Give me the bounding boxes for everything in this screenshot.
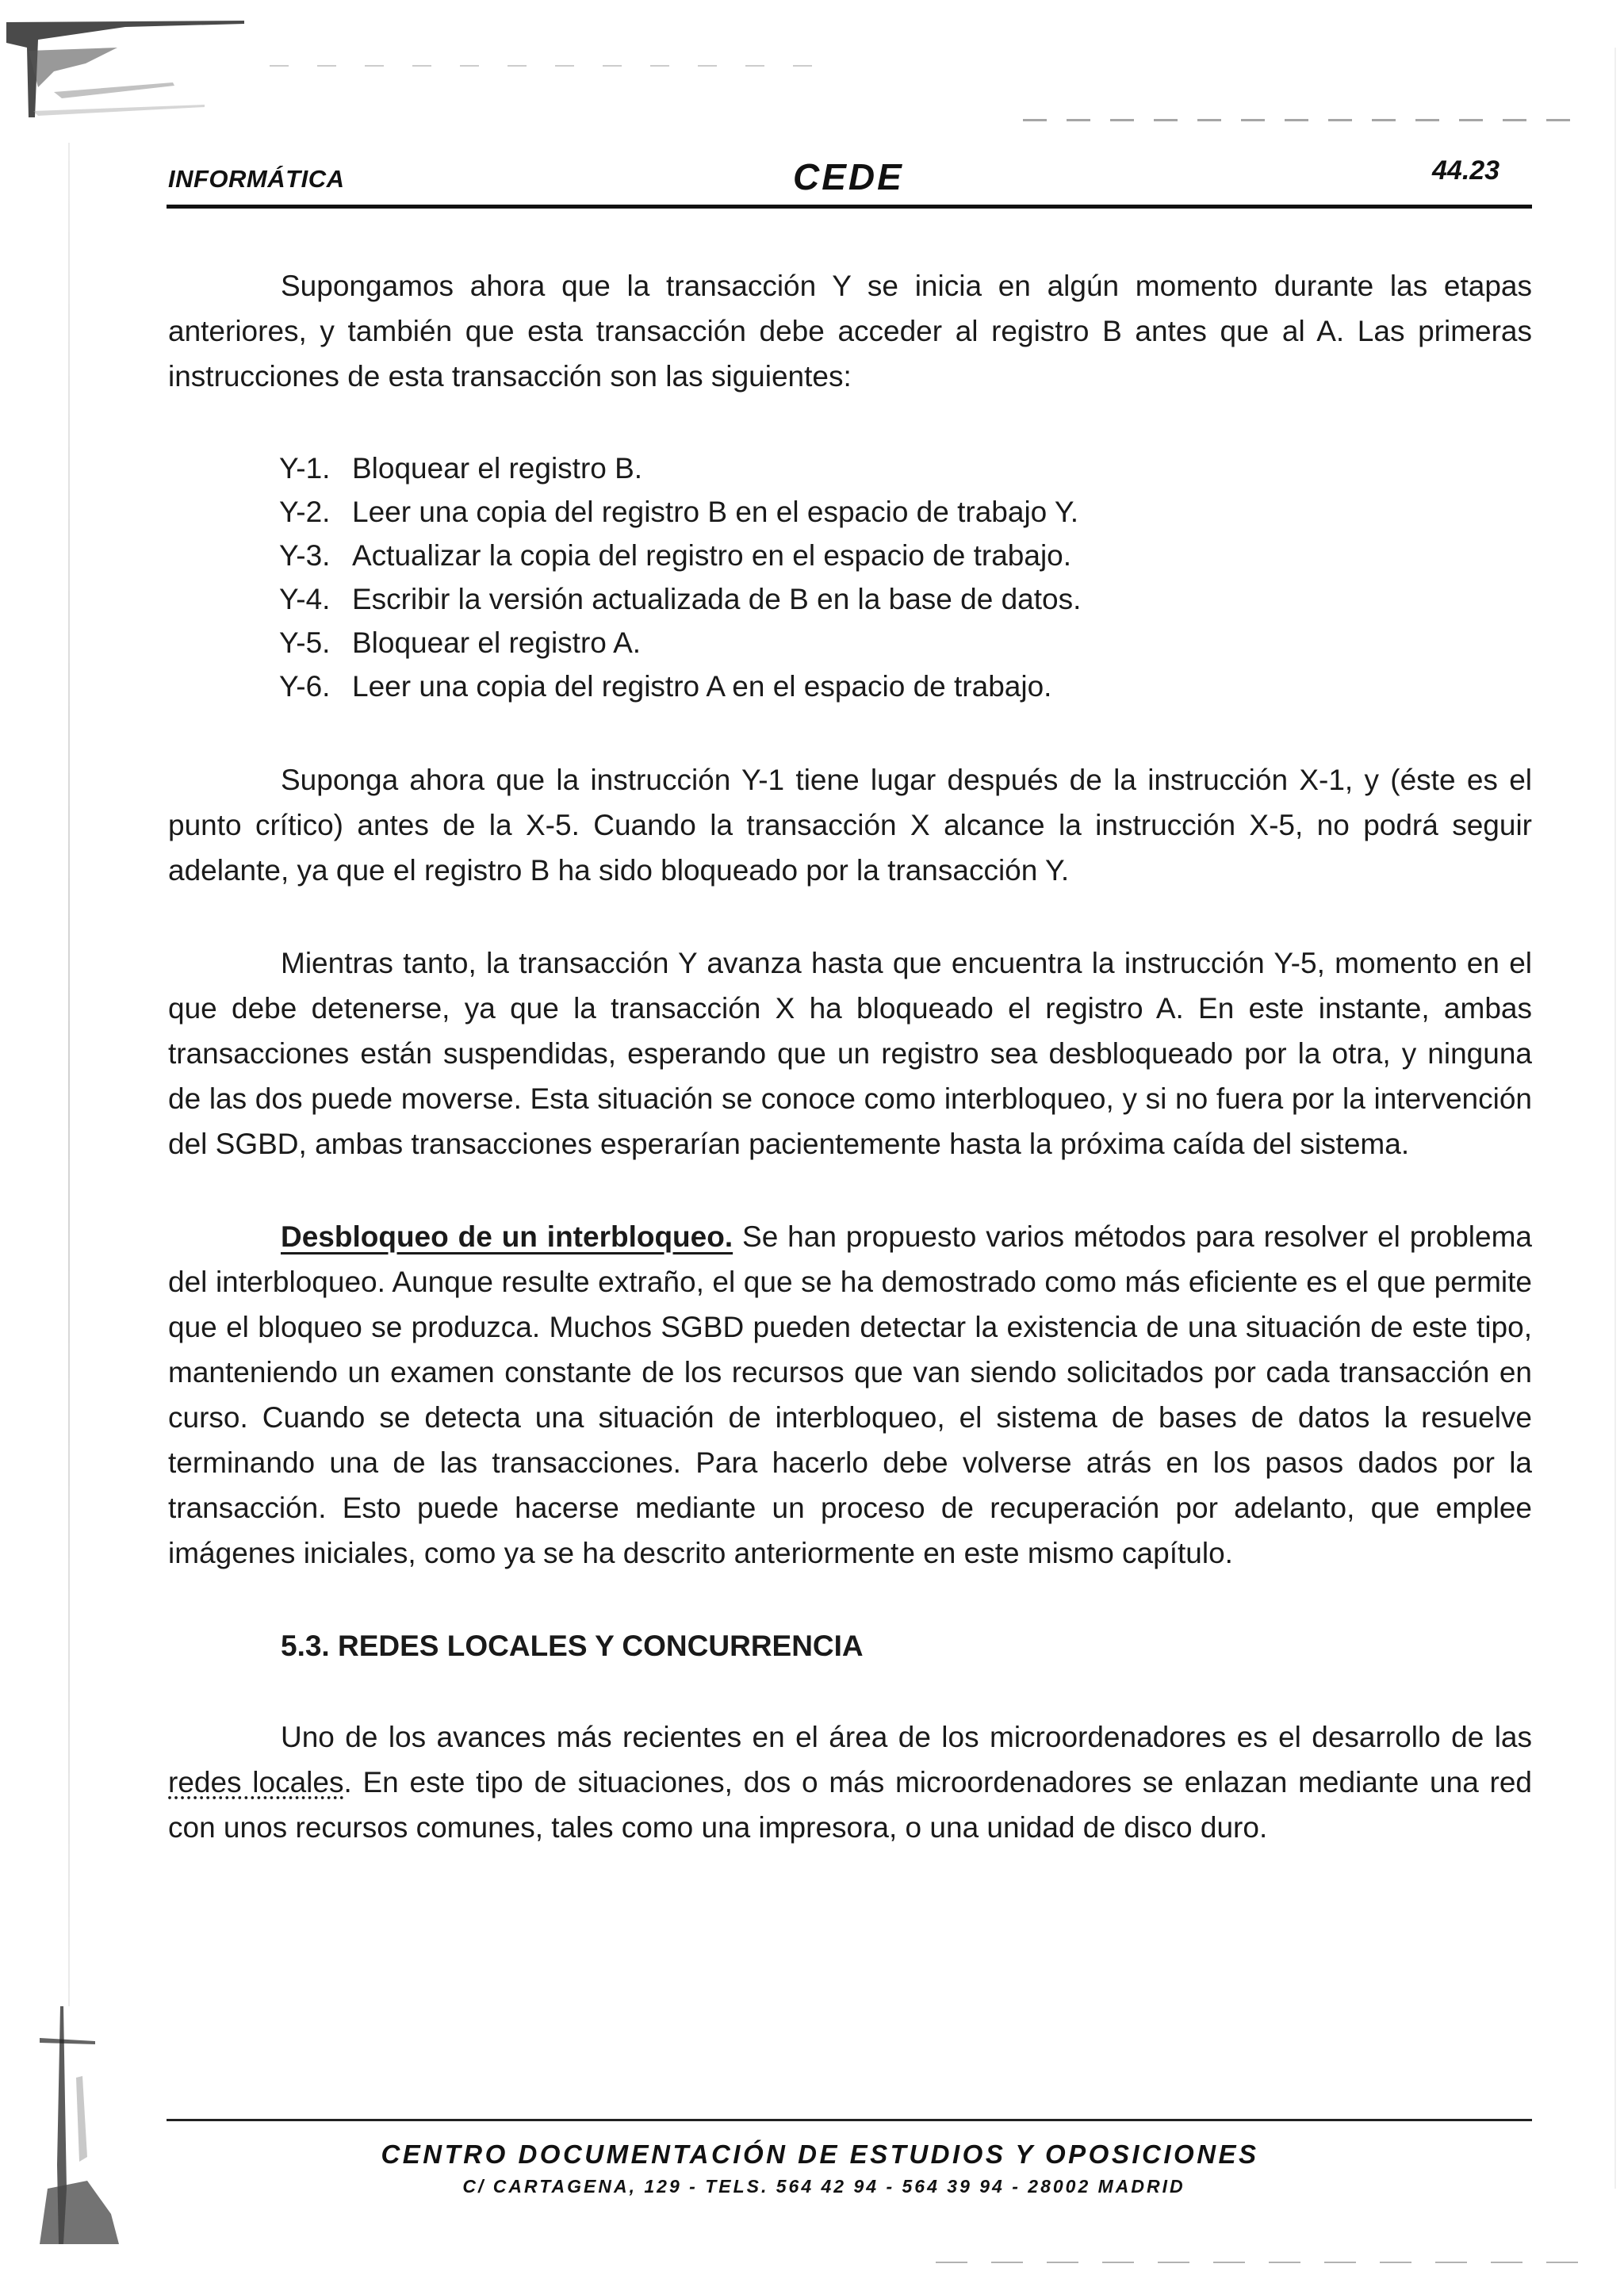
step-number: Y-3. [279, 539, 331, 572]
page-body [168, 263, 1532, 1898]
step-number: Y-1. [279, 452, 331, 485]
step-text: Actualizar la copia del registro en el espacio de trabajo. [352, 539, 1072, 572]
step-number: Y-2. [279, 496, 331, 528]
step-text: Escribir la versión actualizada de B en la base de datos. [352, 583, 1082, 615]
paragraph-5 [168, 1714, 1532, 1850]
step-text: Bloquear el registro B. [352, 452, 643, 485]
header-rule [167, 205, 1532, 209]
list-item [279, 534, 1532, 577]
scan-right-edge [1614, 48, 1616, 2189]
paragraph-2: Suponga ahora que la instrucción Y-1 tiene lugar después de la instrucción X-1, y (éste es el punto crítico) antes de la X-5. Cuando la transacción X alcance la instrucción X-5, no podrá seguir adelante, ya que el registro B ha sido bloqueado por la transacción Y. [168, 764, 1532, 887]
run-in-heading: Desbloqueo de un interbloqueo. [281, 1220, 733, 1253]
list-item [279, 621, 1532, 665]
footer-address: C/ CARTAGENA, 129 - TELS. 564 42 94 - 564 39 94 - 28002 MADRID [462, 2176, 1185, 2197]
list-item [279, 577, 1532, 621]
list-item [279, 446, 1532, 490]
step-number: Y-4. [279, 583, 331, 615]
paragraph-4-text: Se han propuesto varios métodos para resolver el problema del interbloqueo. Aunque resulte extraño, el que se ha demostrado como más eficiente es el que permite que el bloqueo se produzca. Muchos SGBD pueden detectar la existencia de una situación de este tipo, manteniendo un examen constante de los recursos que van siendo solicitados por cada transacción en curso. Cuando se detecta una situación de interbloqueo, el sistema de bases de datos la resuelve terminando una de las transacciones. Para hacerlo debe volverse atrás en los pasos dados por la transacción. Esto puede hacerse mediante un proceso de recuperación por adelanto, que emplee imágenes iniciales, como ya se ha descrito anteriormente en este mismo capítulo. [168, 1220, 1533, 1569]
scan-binding-artifact [32, 2006, 135, 2244]
scan-bottom-smudge [936, 2262, 1586, 2263]
section-heading: 5.3. REDES LOCALES Y CONCURRENCIA [281, 1630, 864, 1662]
scan-top-smudge-secondary [270, 65, 841, 67]
header-subject: INFORMÁTICA [168, 165, 345, 193]
list-item [279, 490, 1532, 534]
paragraph-5-text-end: . En este tipo de situaciones, dos o más microordenadores se enlazan mediante una red con unos recursos comunes, tales como una impresora, o una unidad de disco duro. [168, 1766, 1533, 1844]
instruction-list [279, 446, 1532, 708]
header-publisher-logo: CEDE [793, 156, 904, 197]
step-number: Y-5. [279, 626, 331, 659]
paragraph-4 [168, 1214, 1532, 1576]
list-item [279, 665, 1532, 708]
footer-rule [167, 2119, 1532, 2121]
step-text: Leer una copia del registro B en el espacio de trabajo Y. [352, 496, 1079, 528]
paragraph-1: Supongamos ahora que la transacción Y se inicia en algún momento durante las etapas anteriores, y también que esta transacción debe acceder al registro B antes que al A. Las primeras instrucciones de esta transacción son las siguientes: [168, 270, 1532, 393]
footer-organization: CENTRO DOCUMENTACIÓN DE ESTUDIOS Y OPOSICIONES [381, 2139, 1259, 2169]
page-number: 44.23 [1432, 155, 1500, 186]
highlighted-term: redes locales [168, 1766, 344, 1798]
paragraph-5-text-start: Uno de los avances más recientes en el área de los microordenadores es el desarrollo de las [281, 1721, 1532, 1753]
scan-top-smudge [1023, 119, 1578, 121]
scan-corner-artifact [6, 16, 244, 127]
step-text: Leer una copia del registro A en el espacio de trabajo. [352, 670, 1052, 703]
step-text: Bloquear el registro A. [352, 626, 642, 659]
paragraph-3: Mientras tanto, la transacción Y avanza hasta que encuentra la instrucción Y-5, momento en el que debe detenerse, ya que la transacción X ha bloqueado el registro A. En este instante, ambas transacciones están suspendidas, esperando que un registro sea desbloqueado por la otra, y ninguna de las dos puede moverse. Esta situación se conoce como interbloqueo, y si no fuera por la intervención del SGBD, ambas transacciones esperarían pacientemente hasta la próxima caída del sistema. [168, 947, 1532, 1160]
step-number: Y-6. [279, 670, 331, 703]
scan-left-edge [68, 143, 70, 2006]
